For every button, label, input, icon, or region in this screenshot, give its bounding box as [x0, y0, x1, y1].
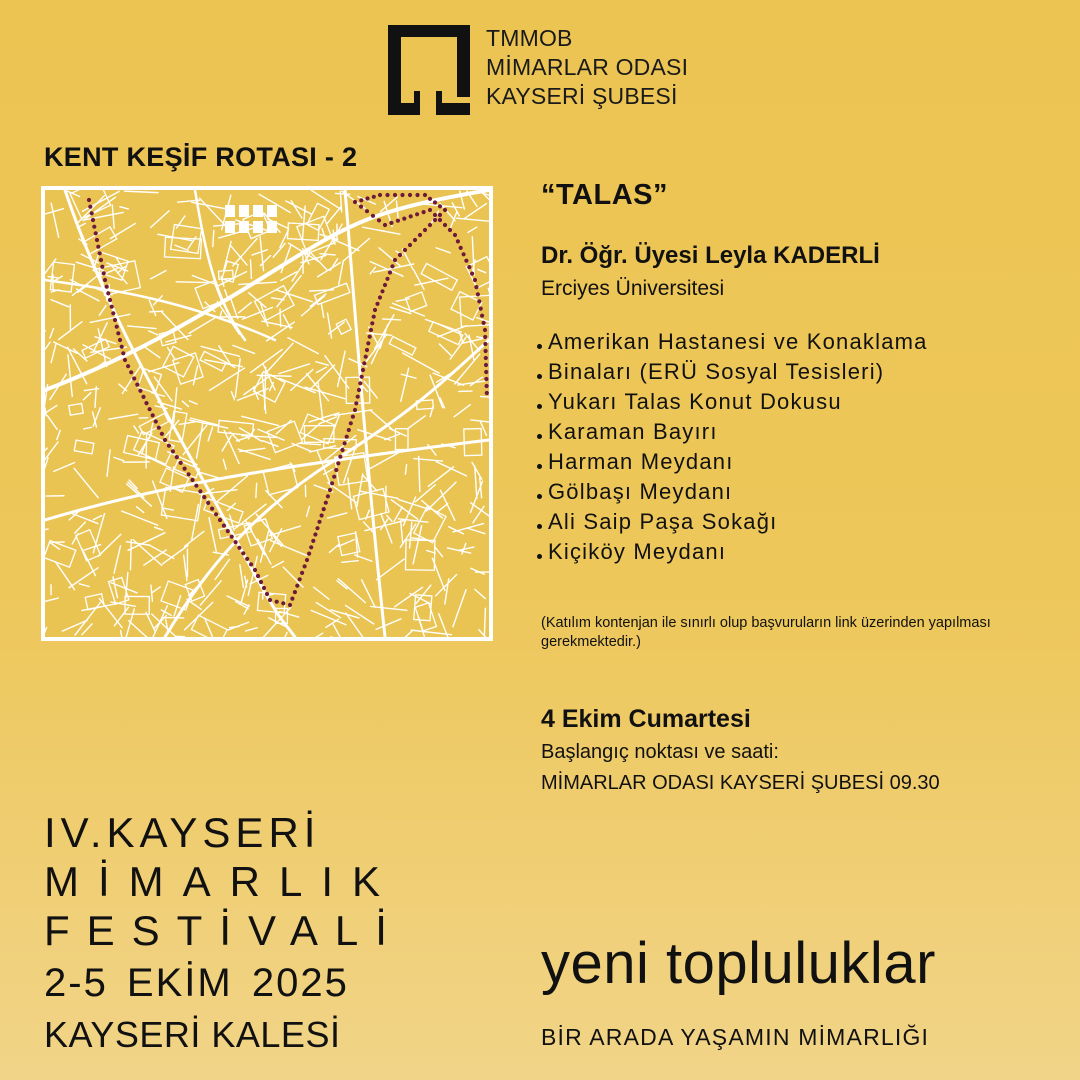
route-dot	[313, 532, 317, 536]
route-dot	[123, 358, 127, 362]
start-value: MİMARLAR ODASI KAYSERİ ŞUBESİ 09.30	[541, 772, 940, 794]
route-dot	[482, 321, 486, 325]
route-dot	[87, 198, 91, 202]
route-dot	[433, 200, 437, 204]
logo-line-1: TMMOB	[486, 25, 573, 51]
route-dot	[96, 245, 100, 249]
route-dot	[303, 564, 307, 568]
route-dot	[115, 325, 119, 329]
route-dot	[378, 295, 382, 299]
route-dot	[241, 551, 245, 555]
route-dot	[253, 568, 257, 572]
route-dot	[408, 243, 412, 247]
route-dot	[311, 539, 315, 543]
route-dot	[317, 520, 321, 524]
route-dot	[343, 441, 347, 445]
festival-venue: KAYSERİ KALESİ	[44, 1014, 341, 1055]
speaker-institution: Erciyes Üniversitesi	[541, 277, 725, 300]
route-dot	[388, 270, 392, 274]
route-dot	[361, 368, 365, 372]
route-dot	[167, 444, 171, 448]
route-dot	[94, 231, 98, 235]
route-dot	[415, 212, 419, 216]
route-dot	[106, 291, 110, 295]
speaker-name: Dr. Öğr. Üyesi Leyla KADERLİ	[541, 242, 880, 269]
route-dot	[443, 223, 447, 227]
route-dot	[400, 193, 404, 197]
participation-note: (Katılım kontenjan ile sınırlı olup başvuruların link üzerinden yapılması gerekmektedir.)	[541, 615, 991, 650]
route-dot	[459, 246, 463, 250]
list-item	[537, 447, 928, 477]
route-dot	[218, 518, 222, 522]
place-title: “TALAS”	[541, 179, 669, 211]
route-dot	[403, 248, 407, 252]
route-dot	[118, 338, 122, 342]
route-dot	[256, 574, 260, 578]
bullet-icon	[537, 524, 542, 529]
route-dot	[99, 258, 103, 262]
route-dot	[372, 195, 376, 199]
route-dot	[358, 381, 362, 385]
route-dot	[378, 193, 382, 197]
festival-line-3: FESTİVALİ	[44, 907, 404, 954]
route-dot	[214, 512, 218, 516]
route-dot	[462, 252, 466, 256]
route-dot	[132, 376, 136, 380]
route-dot	[198, 489, 202, 493]
route-dot	[479, 307, 483, 311]
stops-list	[537, 327, 928, 567]
route-dot	[393, 258, 397, 262]
route-dot	[428, 208, 432, 212]
route-dot	[102, 271, 106, 275]
route-dot	[476, 292, 480, 296]
route-dot	[262, 586, 266, 590]
route-dot	[151, 413, 155, 417]
route-dot	[385, 277, 389, 281]
route-dot	[360, 375, 364, 379]
route-dot	[345, 435, 349, 439]
route-dot	[268, 598, 272, 602]
route-dot	[483, 328, 487, 332]
route-dot	[259, 580, 263, 584]
route-dot	[357, 388, 361, 392]
bullet-icon	[537, 554, 542, 559]
stop-label: Karaman Bayırı	[548, 419, 718, 444]
stop-label: Amerikan Hastanesi ve Konaklama	[548, 329, 928, 354]
route-dot	[324, 501, 328, 505]
route-dot	[298, 577, 302, 581]
route-dot	[116, 331, 120, 335]
route-dot	[433, 213, 437, 217]
route-dot	[179, 461, 183, 465]
route-dot	[383, 223, 387, 227]
route-dot	[113, 318, 117, 322]
route-dot	[383, 283, 387, 287]
street-map-icon	[45, 190, 489, 637]
route-dot	[433, 218, 437, 222]
route-dot	[90, 211, 94, 215]
route-dot	[347, 428, 351, 432]
route-dot	[111, 311, 115, 315]
route-dot	[129, 370, 133, 374]
route-dot	[190, 478, 194, 482]
route-dot	[438, 204, 442, 208]
festival-line-2: MİMARLIK	[44, 858, 400, 905]
event-date: 4 Ekim Cumartesi	[541, 705, 751, 733]
route-dot	[365, 348, 369, 352]
route-dot	[237, 546, 241, 550]
route-dot	[340, 448, 344, 452]
route-dot	[380, 289, 384, 293]
route-dot	[103, 278, 107, 282]
route-dot	[369, 328, 373, 332]
route-dot	[157, 426, 161, 430]
route-dot	[359, 198, 363, 202]
route-dot	[175, 455, 179, 459]
tmmob-logo-icon	[388, 25, 470, 115]
route-dot	[359, 205, 363, 209]
list-item	[537, 537, 928, 567]
route-dot	[108, 298, 112, 302]
route-dot	[477, 299, 481, 303]
route-dot	[120, 345, 124, 349]
route-dot	[338, 455, 342, 459]
route-dot	[309, 545, 313, 549]
route-dot	[423, 228, 427, 232]
route-dot	[110, 305, 114, 309]
route-dot	[443, 208, 447, 212]
route-dot	[402, 217, 406, 221]
bullet-icon	[537, 464, 542, 469]
stop-label: Yukarı Talas Konut Dokusu	[548, 389, 842, 414]
route-dot	[353, 200, 357, 204]
route-dot	[485, 384, 489, 388]
route-dot	[202, 495, 206, 499]
route-dot	[349, 421, 353, 425]
list-item	[537, 507, 928, 537]
route-dot	[163, 438, 167, 442]
route-dot	[453, 233, 457, 237]
route-dot	[328, 488, 332, 492]
bullet-icon	[537, 494, 542, 499]
route-dot	[484, 363, 488, 367]
route-dot	[336, 461, 340, 465]
route-dot	[375, 302, 379, 306]
route-dot	[393, 193, 397, 197]
route-dot	[187, 472, 191, 476]
route-dot	[141, 395, 145, 399]
route-dot	[484, 377, 488, 381]
route-dot	[480, 314, 484, 318]
stop-label: Binaları (ERÜ Sosyal Tesisleri)	[548, 359, 885, 384]
start-label: Başlangıç noktası ve saati:	[541, 741, 779, 763]
route-dot	[365, 196, 369, 200]
route-dot	[160, 432, 164, 436]
route-dot	[100, 265, 104, 269]
route-dot	[353, 408, 357, 412]
route-dot	[456, 239, 460, 243]
route-dot	[389, 221, 393, 225]
route-dot	[234, 540, 238, 544]
route-dot	[415, 193, 419, 197]
route-dot	[398, 253, 402, 257]
route-dot	[148, 407, 152, 411]
route-dot	[92, 225, 96, 229]
route-dot	[483, 335, 487, 339]
route-dot	[428, 197, 432, 201]
route-dot	[300, 571, 304, 575]
route-dot	[484, 370, 488, 374]
route-dot	[320, 513, 324, 517]
route-title: KENT KEŞİF ROTASI - 2	[44, 142, 358, 172]
route-dot	[126, 364, 130, 368]
stop-label: Gölbaşı Meydanı	[548, 479, 733, 504]
route-dot	[354, 401, 358, 405]
route-dot	[408, 193, 412, 197]
logo-line-2: MİMARLAR ODASI	[486, 54, 689, 80]
route-dot	[484, 356, 488, 360]
route-dot	[351, 415, 355, 419]
route-dot	[183, 467, 187, 471]
route-dot	[281, 601, 285, 605]
route-dot	[418, 233, 422, 237]
route-dot	[206, 501, 210, 505]
route-dot	[222, 524, 226, 528]
route-dot	[428, 223, 432, 227]
route-dot	[390, 264, 394, 268]
route-dot	[171, 449, 175, 453]
route-dot	[448, 228, 452, 232]
bullet-icon	[537, 344, 542, 349]
route-dot	[326, 494, 330, 498]
festival-dates: 2-5 EKİM 2025	[44, 961, 349, 1005]
theme-subtitle: BİR ARADA YAŞAMIN MİMARLIĞI	[541, 1024, 930, 1050]
route-dot	[210, 507, 214, 511]
route-dot	[288, 603, 292, 607]
route-map	[41, 186, 493, 641]
route-dot	[88, 205, 92, 209]
route-dot	[373, 308, 377, 312]
route-dot	[290, 597, 294, 601]
route-dot	[293, 590, 297, 594]
bullet-icon	[537, 404, 542, 409]
route-dot	[334, 468, 338, 472]
route-dot	[371, 214, 375, 218]
route-dot	[396, 219, 400, 223]
route-dot	[365, 209, 369, 213]
route-dot	[135, 383, 139, 387]
route-dot	[249, 562, 253, 566]
theme-slogan: yeni topluluklar	[541, 931, 936, 996]
route-dot	[423, 193, 427, 197]
route-dot	[422, 210, 426, 214]
list-item	[537, 417, 928, 447]
route-dot	[265, 592, 269, 596]
route-dot	[473, 278, 477, 282]
route-dot	[330, 481, 334, 485]
route-dot	[438, 218, 442, 222]
route-dot	[322, 507, 326, 511]
bullet-icon	[537, 434, 542, 439]
logo-line-3: KAYSERİ ŞUBESİ	[486, 83, 678, 109]
route-dot	[438, 213, 442, 217]
route-dot	[305, 558, 309, 562]
route-dot	[377, 218, 381, 222]
route-dot	[144, 401, 148, 405]
list-item	[537, 357, 928, 387]
stop-label: Ali Saip Paşa Sokağı	[548, 509, 778, 534]
route-dot	[230, 535, 234, 539]
route-dot	[91, 218, 95, 222]
route-dot	[307, 552, 311, 556]
route-dot	[362, 361, 366, 365]
logo-text	[486, 24, 688, 111]
route-dot	[484, 349, 488, 353]
route-dot	[194, 484, 198, 488]
route-dot	[364, 355, 368, 359]
route-dot	[95, 238, 99, 242]
festival-line-1: IV.KAYSERİ	[44, 809, 321, 856]
list-item	[537, 477, 928, 507]
route-dot	[368, 335, 372, 339]
route-dot	[98, 251, 102, 255]
route-dot	[121, 351, 125, 355]
route-dot	[295, 584, 299, 588]
route-dot	[356, 395, 360, 399]
route-dot	[483, 342, 487, 346]
route-dot	[105, 285, 109, 289]
route-dot	[275, 600, 279, 604]
route-dot	[470, 272, 474, 276]
route-dot	[370, 321, 374, 325]
route-dot	[464, 259, 468, 263]
route-dot	[138, 389, 142, 393]
stop-label: Kiçiköy Meydanı	[548, 539, 727, 564]
route-dot	[366, 341, 370, 345]
stop-label: Harman Meydanı	[548, 449, 734, 474]
route-dot	[315, 526, 319, 530]
bullet-icon	[537, 374, 542, 379]
route-dot	[413, 238, 417, 242]
list-item	[537, 327, 928, 357]
route-dot	[409, 214, 413, 218]
route-dot	[485, 391, 489, 395]
route-dot	[474, 285, 478, 289]
route-dot	[385, 193, 389, 197]
route-dot	[154, 419, 158, 423]
route-dot	[372, 315, 376, 319]
route-dot	[226, 529, 230, 533]
route-dot	[332, 475, 336, 479]
route-dot	[245, 557, 249, 561]
list-item	[537, 387, 928, 417]
route-dot	[467, 265, 471, 269]
